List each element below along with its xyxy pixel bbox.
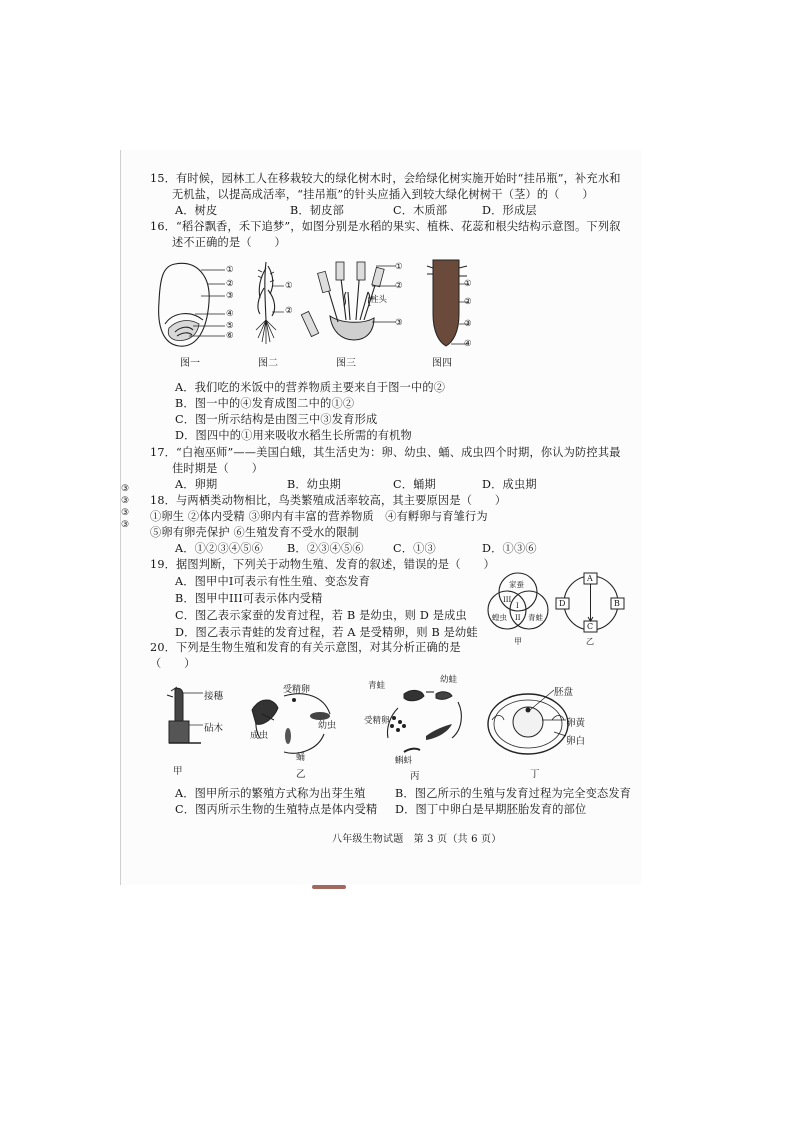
egg-caption: 丁 [530, 769, 540, 780]
q18-option-a[interactable]: A．①②③④⑤⑥ [175, 542, 263, 555]
margin-mark: ③ [121, 508, 130, 518]
q20-stem-line1: 20．下列是生物生殖和发育的有关示意图，对其分析正确的是 [150, 641, 461, 654]
fig1-label-2: ② [226, 279, 234, 289]
q20-option-a[interactable]: A．图甲所示的繁殖方式称为出芽生殖 [175, 787, 366, 800]
q16-stem-line2: 述不正确的是（ ） [172, 236, 286, 249]
q15-option-c[interactable]: C．木质部 [393, 204, 448, 217]
cycle-caption: 乙 [586, 637, 594, 646]
venn-caption: 甲 [514, 637, 522, 646]
q18-option-d[interactable]: D．①③⑥ [482, 542, 537, 555]
q15-option-b[interactable]: B．韧皮部 [290, 204, 344, 217]
margin-mark: ③ [121, 496, 130, 506]
q20-grafting-diagram [165, 685, 209, 747]
fig3-caption: 图三 [336, 358, 356, 369]
insect-label-pupa: 蛹 [296, 753, 306, 763]
fig3-label-stigma: 柱头 [370, 295, 388, 305]
venn-label-i: I [516, 602, 519, 610]
q20-stem-line2: （ ） [150, 657, 196, 670]
fig4-root-tip-diagram [425, 258, 469, 350]
q18-stem-line3: ⑤卵有卵壳保护 ⑥生殖发育不受水的限制 [150, 526, 359, 539]
graft-label-scion: 接穗 [204, 691, 224, 702]
q15-option-d[interactable]: D．形成层 [482, 204, 537, 217]
q16-option-b[interactable]: B．图一中的④发育成图二中的①② [175, 397, 355, 410]
page-footer: 八年级生物试题 第 3 页（共 6 页） [332, 834, 502, 845]
insect-label-egg: 受精卵 [283, 685, 311, 695]
q16-option-d[interactable]: D．图四中的①用来吸收水稻生长所需的有机物 [175, 429, 412, 442]
q15-stem-line2: 无机盐，以提高成活率，“挂吊瓶”的针头应插入到较大绿化树树干（茎）的（ ） [172, 188, 594, 201]
graft-label-stock: 砧木 [204, 723, 224, 734]
frog-caption: 丙 [410, 771, 420, 782]
egg-label-blastodisc: 胚盘 [554, 687, 574, 698]
fig1-label-1: ① [226, 265, 234, 275]
fig1-label-6: ⑥ [226, 331, 234, 341]
fig2-label-1: ① [285, 281, 293, 291]
venn-label-silkworm: 家蚕 [509, 580, 524, 589]
q19-option-d[interactable]: D．图乙表示青蛙的发育过程，若 A 是受精卵，则 B 是幼蛙 [175, 626, 478, 639]
fig2-rice-plant-diagram [250, 258, 290, 350]
q17-option-a[interactable]: A．卵期 [175, 478, 218, 491]
q20-option-c[interactable]: C．图丙所示生物的生殖特点是体内受精 [175, 803, 378, 816]
graft-caption: 甲 [173, 766, 183, 777]
q19-option-a[interactable]: A．图甲中I可表示有性生殖、变态发育 [175, 575, 371, 588]
insect-label-larva: 幼虫 [318, 721, 337, 731]
q19-option-b[interactable]: B．图甲中III可表示体内受精 [175, 592, 323, 605]
fig4-label-4: ④ [464, 339, 472, 349]
margin-mark: ③ [121, 484, 130, 494]
egg-label-albumen: 卵白 [566, 736, 586, 747]
venn-label-locust: 蝗虫 [492, 613, 507, 622]
q19-option-c[interactable]: C．图乙表示家蚕的发育过程，若 B 是幼虫，则 D 是成虫 [175, 609, 467, 622]
venn-label-ii: II [515, 614, 521, 622]
q17-option-d[interactable]: D．成虫期 [482, 478, 537, 491]
q17-stem-line2: 佳时期是（ ） [172, 462, 264, 475]
venn-label-frog: 青蛙 [528, 613, 543, 622]
q18-option-c[interactable]: C．①③ [393, 542, 436, 555]
cycle-label-a: A [587, 574, 593, 583]
egg-label-yolk: 卵黄 [566, 718, 586, 729]
fig2-caption: 图二 [258, 358, 278, 369]
fig4-label-3: ③ [464, 319, 472, 329]
fig3-label-3: ③ [395, 318, 403, 328]
cycle-label-b: B [614, 599, 620, 608]
margin-mark: ③ [121, 520, 130, 530]
frog-label-froglet: 幼蛙 [440, 675, 458, 685]
fig4-label-2: ② [464, 297, 472, 307]
frog-label-frog: 青蛙 [368, 681, 386, 691]
cycle-label-d: D [559, 599, 566, 608]
fig1-caption: 图一 [180, 358, 200, 369]
q18-option-b[interactable]: B．②③④⑤⑥ [287, 542, 364, 555]
fig3-label-1: ① [395, 262, 403, 272]
q17-option-b[interactable]: B．幼虫期 [287, 478, 341, 491]
q18-stem-line1: 18．与两栖类动物相比，鸟类繁殖成活率较高，其主要原因是（ ） [150, 494, 507, 507]
q16-option-c[interactable]: C．图一所示结构是由图三中③发育形成 [175, 413, 378, 426]
q20-option-d[interactable]: D．图丁中卵白是早期胚胎发育的部位 [395, 803, 587, 816]
fig1-label-4: ④ [226, 309, 234, 319]
scan-smudge [312, 885, 346, 889]
frog-label-tadpole: 蝌蚪 [395, 756, 413, 766]
q15-option-a[interactable]: A．树皮 [175, 204, 218, 217]
fig2-label-2: ② [285, 306, 293, 316]
q20-option-b[interactable]: B．图乙所示的生殖与发育过程为完全变态发育 [395, 787, 632, 800]
insect-caption: 乙 [296, 769, 306, 780]
fig1-label-3: ③ [226, 291, 234, 301]
fig4-label-1: ① [464, 279, 472, 289]
q19-stem: 19．据图判断，下列关于动物生殖、发育的叙述，错误的是（ ） [150, 558, 495, 571]
fig3-rice-flower-diagram [302, 262, 398, 348]
q16-stem-line1: 16．“稻谷飘香，禾下追梦”，如图分别是水稻的果实、植株、花蕊和根尖结构示意图。下列叙 [150, 220, 621, 233]
fig1-rice-grain-diagram [155, 262, 215, 350]
q17-option-c[interactable]: C．蛹期 [393, 478, 436, 491]
cycle-label-c: C [587, 622, 594, 631]
fig1-label-5: ⑤ [226, 321, 234, 331]
venn-label-iii: III [503, 596, 512, 604]
q18-stem-line2: ①卵生 ②体内受精 ③卵内有丰富的营养物质 ④有孵卵与育雏行为 [150, 510, 488, 523]
fig3-label-2: ② [395, 281, 403, 291]
q15-stem-line1: 15．有时候，园林工人在移栽较大的绿化树木时，会给绿化树实施开始时“挂吊瓶”，补充水和 [150, 172, 621, 185]
q16-option-a[interactable]: A．我们吃的米饭中的营养物质主要来自于图一中的② [175, 381, 446, 394]
frog-label-egg: 受精卵 [364, 716, 390, 726]
insect-label-adult: 成虫 [250, 731, 269, 741]
q17-stem-line1: 17．“白袍巫师”——美国白蛾，其生活史为：卵、幼虫、蛹、成虫四个时期，你认为防控其最 [150, 446, 621, 459]
fig4-caption: 图四 [432, 358, 452, 369]
